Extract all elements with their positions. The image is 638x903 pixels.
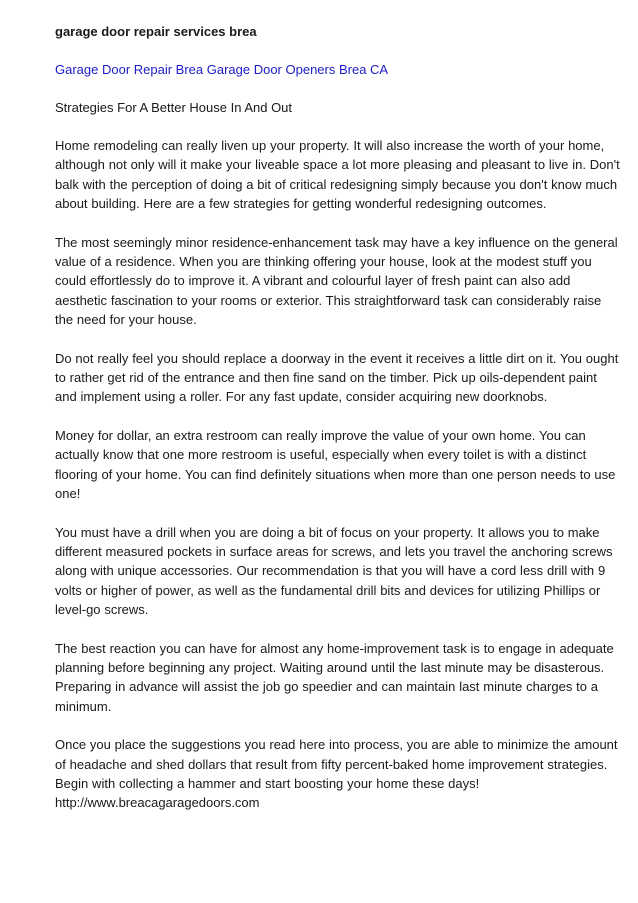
body-paragraph (55, 349, 619, 407)
paragraph-line: volts or higher of power, as well as the fundamental drill bits and devices for utilizing Phillips or (55, 582, 601, 598)
paragraph-line: could effortlessly do to improve it. A vibrant and colourful layer of fresh paint can also add (55, 273, 571, 289)
document-title: garage door repair services brea (55, 24, 257, 39)
body-paragraph (55, 426, 614, 504)
paragraph-line: Do not really feel you should replace a doorway in the event it receives a little dirt on it. You ought (55, 350, 619, 366)
paragraph-line: value of a residence. When you are thinking offering your house, look at the modest stuff you (55, 254, 592, 270)
paragraph-line: aesthetic fascination to your rooms or exterior. This straightforward task can considerably raise (55, 292, 602, 308)
paragraph-line: You must have a drill when you are doing a bit of focus on your property. It allows you to make (55, 524, 600, 540)
header-link[interactable]: Garage Door Repair Brea Garage Door Openers Brea CA (55, 62, 389, 77)
body-text (55, 136, 620, 813)
paragraph-line: planning before beginning any project. Waiting around until the last minute may be disasterous. (55, 659, 605, 675)
paragraph-line: of headache and shed dollars that result from fifty percent-baked home improvement strategies. (55, 756, 608, 772)
body-paragraph (55, 233, 618, 330)
paragraph-line: The best reaction you can have for almost any home-improvement task is to engage in adequate (55, 640, 614, 656)
body-paragraph (55, 735, 618, 813)
paragraph-line: along with unique accessories. Our recommendation is that you will have a cord less drill with 9 (55, 563, 606, 579)
body-paragraph (55, 639, 614, 717)
paragraph-line: the need for your house. (55, 312, 197, 328)
paragraph-line: although not only will it make your liveable space a lot more pleasing and pleasant to live in. Don't (55, 157, 620, 173)
paragraph-line: to rather get rid of the entrance and then fine sand on the timber. Pick up oils-dependent paint (55, 370, 597, 386)
paragraph-line: about building. Here are a few strategies for getting wonderful redesigning outcomes. (55, 196, 547, 212)
site-url[interactable]: http://www.breacagaragedoors.com (55, 795, 260, 811)
paragraph-line: minimum. (55, 698, 112, 714)
paragraph-line: balk with the perception of doing a bit of critical redesigning simply because you don't know much (55, 176, 618, 192)
paragraph-line: The most seemingly minor residence-enhancement task may have a key influence on the general (55, 234, 618, 250)
document-subtitle: Strategies For A Better House In And Out (55, 100, 293, 115)
paragraph-line: level-go screws. (55, 602, 149, 618)
paragraph-line: different measured pockets in surface areas for screws, and lets you travel the anchoring screws (55, 543, 613, 559)
paragraph-line: flooring of your home. You can find definitely situations when more than one person needs to use (55, 466, 616, 482)
paragraph-line: Preparing in advance will assist the job go speedier and can maintain last minute charges to a (55, 679, 599, 695)
paragraph-line: Once you place the suggestions you read here into process, you are able to minimize the amount (55, 737, 618, 753)
paragraph-line: Money for dollar, an extra restroom can really improve the value of your own home. You can (55, 427, 586, 443)
paragraph-line: actually know that one more restroom is useful, especially when every toilet is with a distinct (55, 447, 587, 463)
body-paragraph (55, 136, 620, 214)
paragraph-line: Home remodeling can really liven up your property. It will also increase the worth of your home, (55, 138, 605, 153)
body-paragraph (55, 523, 614, 620)
paragraph-line: and implement using a roller. For any fast update, consider acquiring new doorknobs. (55, 389, 548, 405)
paragraph-line: Begin with collecting a hammer and start boosting your home these days! (55, 775, 480, 791)
paragraph-line: one! (55, 486, 81, 502)
